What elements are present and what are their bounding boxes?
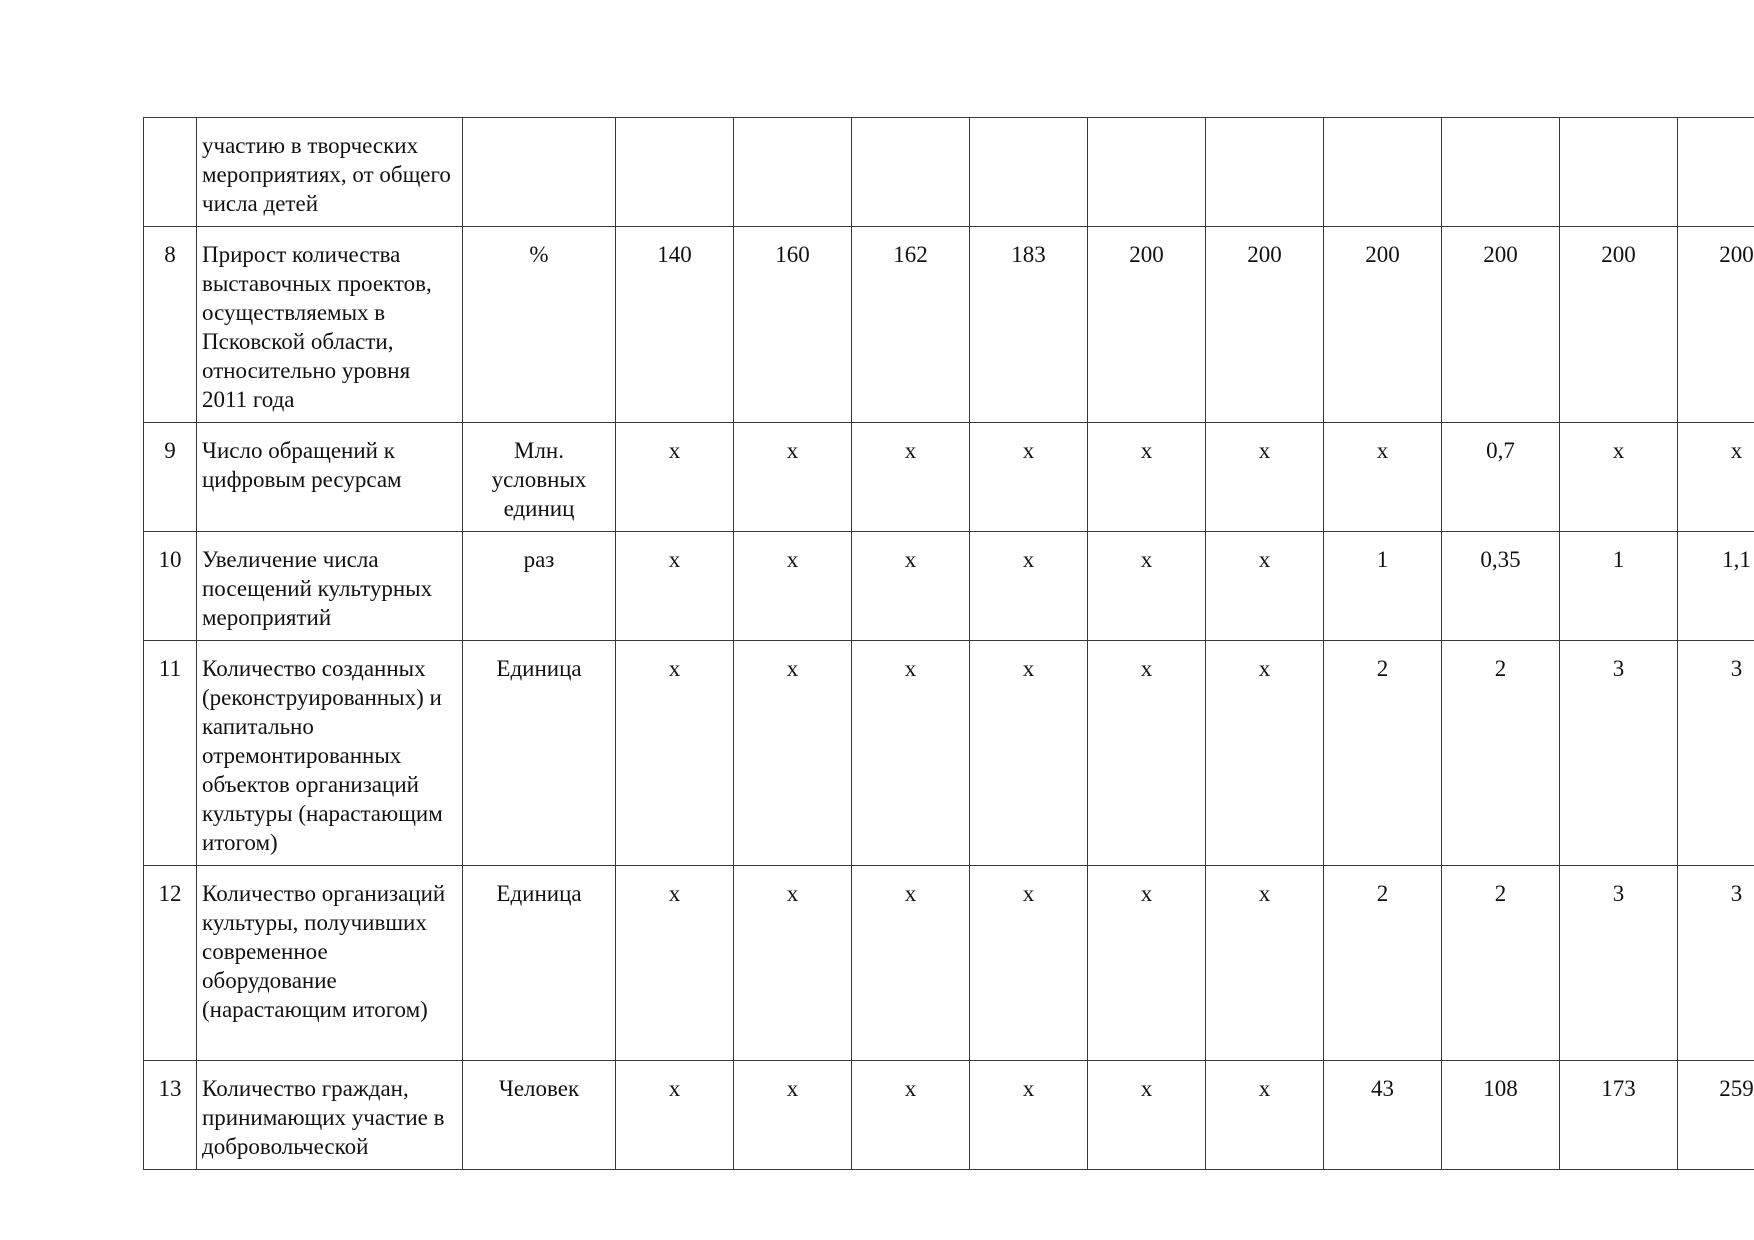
table-row: [144, 1061, 1754, 1170]
value-cell: х: [734, 532, 852, 641]
value-cell: х: [1560, 423, 1678, 532]
value-cell: 140: [616, 227, 734, 423]
value-cell: 200: [1324, 227, 1442, 423]
value-cell: х: [1088, 532, 1206, 641]
value-cell: 1: [1560, 532, 1678, 641]
value-cell: х: [852, 423, 970, 532]
value-cell: [616, 118, 734, 227]
value-cell: х: [1206, 532, 1324, 641]
value-cell: 162: [852, 227, 970, 423]
row-number: [144, 118, 197, 227]
value-cell: [1206, 118, 1324, 227]
value-cell: х: [970, 532, 1088, 641]
value-cell: х: [970, 423, 1088, 532]
value-cell: х: [1206, 866, 1324, 1061]
value-cell: х: [970, 1061, 1088, 1170]
unit-cell: раз: [463, 532, 616, 641]
value-cell: 200: [1560, 227, 1678, 423]
table-row: [144, 227, 1754, 423]
value-cell: 200: [1678, 227, 1754, 423]
value-cell: х: [852, 641, 970, 866]
value-cell: [1442, 118, 1560, 227]
value-cell: 3: [1560, 641, 1678, 866]
value-cell: 183: [970, 227, 1088, 423]
value-cell: 2: [1324, 641, 1442, 866]
value-cell: х: [1206, 1061, 1324, 1170]
value-cell: х: [616, 423, 734, 532]
value-cell: 173: [1560, 1061, 1678, 1170]
value-cell: х: [1088, 1061, 1206, 1170]
value-cell: 200: [1206, 227, 1324, 423]
unit-cell: Человек: [463, 1061, 616, 1170]
unit-cell: Единица: [463, 866, 616, 1061]
value-cell: х: [970, 641, 1088, 866]
row-number: 9: [144, 423, 197, 532]
value-cell: х: [616, 532, 734, 641]
indicators-table: [143, 117, 1754, 1170]
value-cell: х: [734, 866, 852, 1061]
value-cell: х: [1088, 866, 1206, 1061]
indicator-name: Количество граждан, принимающих участие в добровольческой: [197, 1061, 463, 1170]
value-cell: х: [734, 641, 852, 866]
value-cell: [1324, 118, 1442, 227]
value-cell: 1,1: [1678, 532, 1754, 641]
value-cell: х: [1088, 423, 1206, 532]
row-number: 8: [144, 227, 197, 423]
value-cell: 3: [1678, 641, 1754, 866]
value-cell: [970, 118, 1088, 227]
value-cell: х: [852, 866, 970, 1061]
value-cell: 160: [734, 227, 852, 423]
value-cell: х: [1088, 641, 1206, 866]
table-row: [144, 641, 1754, 866]
table-row: [144, 532, 1754, 641]
row-number: 13: [144, 1061, 197, 1170]
value-cell: 108: [1442, 1061, 1560, 1170]
table-row: [144, 423, 1754, 532]
value-cell: х: [852, 532, 970, 641]
value-cell: [1088, 118, 1206, 227]
table-row: [144, 118, 1754, 227]
indicator-name: Увеличение числа посещений культурных мероприятий: [197, 532, 463, 641]
value-cell: 0,35: [1442, 532, 1560, 641]
indicator-name: Прирост количества выставочных проектов, осуществляемых в Псковской области, относительно уровня 2011 года: [197, 227, 463, 423]
value-cell: 3: [1560, 866, 1678, 1061]
value-cell: [852, 118, 970, 227]
value-cell: х: [852, 1061, 970, 1170]
value-cell: 43: [1324, 1061, 1442, 1170]
value-cell: 2: [1442, 866, 1560, 1061]
value-cell: 259: [1678, 1061, 1754, 1170]
row-number: 12: [144, 866, 197, 1061]
value-cell: 1: [1324, 532, 1442, 641]
indicator-name: Количество созданных (реконструированных) и капитально отремонтированных объектов организаций культуры (нарастающим итогом): [197, 641, 463, 866]
indicator-name: Число обращений к цифровым ресурсам: [197, 423, 463, 532]
indicator-name: Количество организаций культуры, получивших современное оборудование (нарастающим итогом): [197, 866, 463, 1061]
indicator-name: участию в творческих мероприятиях, от общего числа детей: [197, 118, 463, 227]
value-cell: [734, 118, 852, 227]
value-cell: [1560, 118, 1678, 227]
value-cell: 200: [1088, 227, 1206, 423]
value-cell: х: [1324, 423, 1442, 532]
value-cell: х: [734, 1061, 852, 1170]
unit-cell: [463, 118, 616, 227]
value-cell: х: [1206, 423, 1324, 532]
value-cell: [1678, 118, 1754, 227]
value-cell: 2: [1324, 866, 1442, 1061]
value-cell: х: [734, 423, 852, 532]
unit-cell: %: [463, 227, 616, 423]
value-cell: х: [616, 1061, 734, 1170]
value-cell: 0,7: [1442, 423, 1560, 532]
value-cell: 2: [1442, 641, 1560, 866]
value-cell: х: [970, 866, 1088, 1061]
unit-cell: Единица: [463, 641, 616, 866]
value-cell: х: [616, 641, 734, 866]
value-cell: 3: [1678, 866, 1754, 1061]
value-cell: 200: [1442, 227, 1560, 423]
value-cell: х: [1206, 641, 1324, 866]
row-number: 11: [144, 641, 197, 866]
table-row: [144, 866, 1754, 1061]
row-number: 10: [144, 532, 197, 641]
unit-cell: Млн. условных единиц: [463, 423, 616, 532]
value-cell: х: [616, 866, 734, 1061]
value-cell: х: [1678, 423, 1754, 532]
